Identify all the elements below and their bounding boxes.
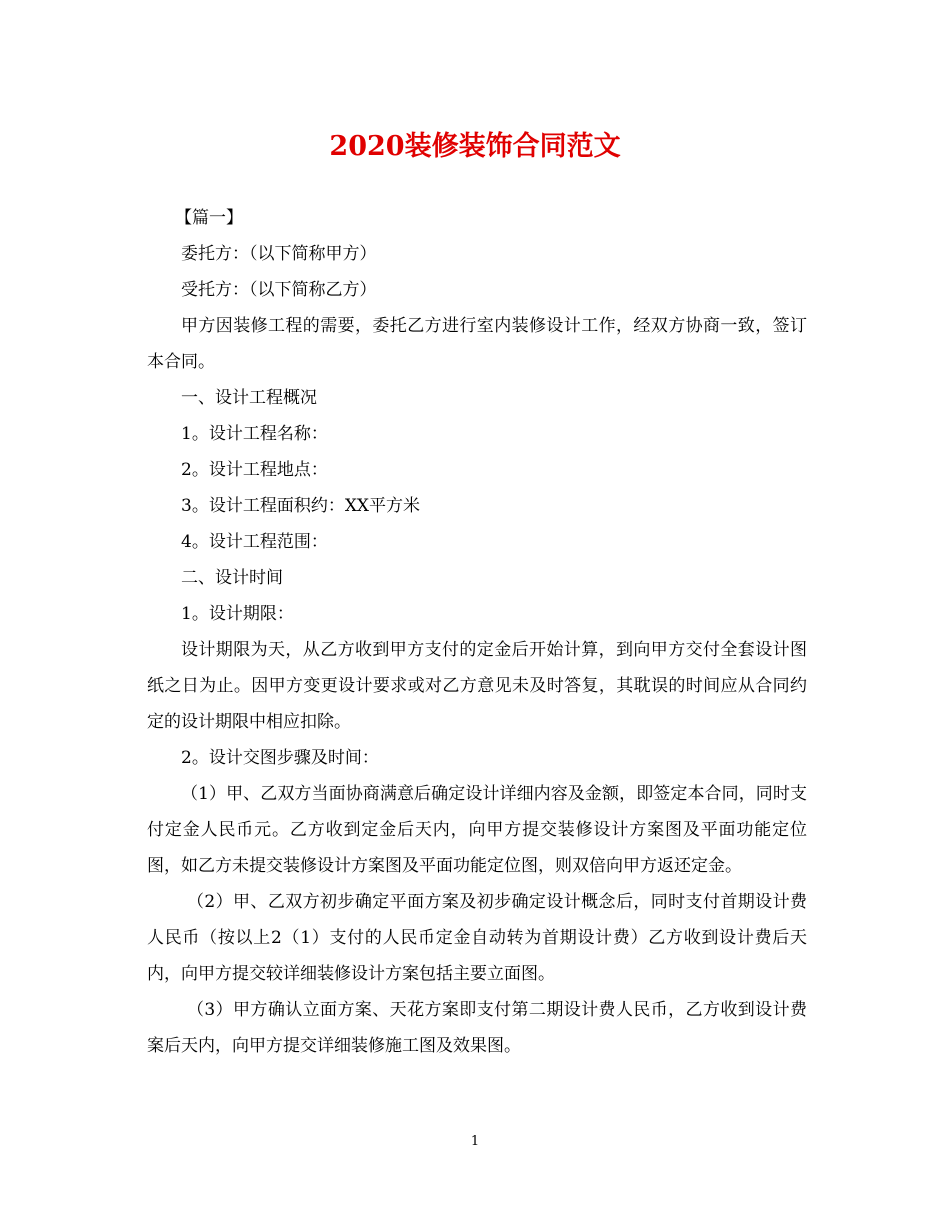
document-body: [147, 200, 807, 1064]
overview-item-location: 2。设计工程地点：: [181, 460, 328, 480]
time-item-period: 1。设计期限：: [181, 604, 294, 624]
period-paragraph: 设计期限为天，从乙方收到甲方支付的定金后开始计算，到向甲方交付全套设计图纸之日为止。因甲方变更设计要求或对乙方意见未及时答复，其耽误的时间应从合同约定的设计期限中相应扣除。: [147, 640, 807, 732]
section-heading-overview: 一、设计工程概况: [181, 388, 317, 408]
document-title: 2020装修装饰合同范文: [329, 131, 621, 162]
page-number: 1: [470, 1134, 480, 1149]
section-label: 【篇一】: [175, 208, 243, 228]
client-party-line: 委托方：（以下简称甲方）: [181, 244, 377, 264]
overview-item-scope: 4。设计工程范围：: [181, 532, 328, 552]
time-item-steps: 2。设计交图步骤及时间：: [181, 748, 379, 768]
overview-item-name: 1。设计工程名称：: [181, 424, 328, 444]
step-paragraph-3: （3）甲方确认立面方案、天花方案即支付第二期设计费人民币，乙方收到设计费案后天内，向甲方提交详细装修施工图及效果图。: [147, 1000, 807, 1056]
overview-item-area: 3。设计工程面积约：XX平方米: [181, 496, 421, 516]
contractor-party-line: 受托方：（以下简称乙方）: [181, 280, 377, 300]
intro-paragraph: 甲方因装修工程的需要，委托乙方进行室内装修设计工作，经双方协商一致，签订本合同。: [147, 316, 807, 372]
step-paragraph-2: （2）甲、乙双方初步确定平面方案及初步确定设计概念后，同时支付首期设计费人民币（按以上2（1）支付的人民币定金自动转为首期设计费）乙方收到设计费后天内，向甲方提交较详细装修设计方案包括主要立面图。: [147, 892, 807, 984]
step-paragraph-1: （1）甲、乙双方当面协商满意后确定设计详细内容及金额，即签定本合同，同时支付定金人民币元。乙方收到定金后天内，向甲方提交装修设计方案图及平面功能定位图，如乙方未提交装修设计方案图及平面功能定位图，则双倍向甲方返还定金。: [147, 784, 807, 876]
section-heading-time: 二、设计时间: [181, 568, 283, 588]
